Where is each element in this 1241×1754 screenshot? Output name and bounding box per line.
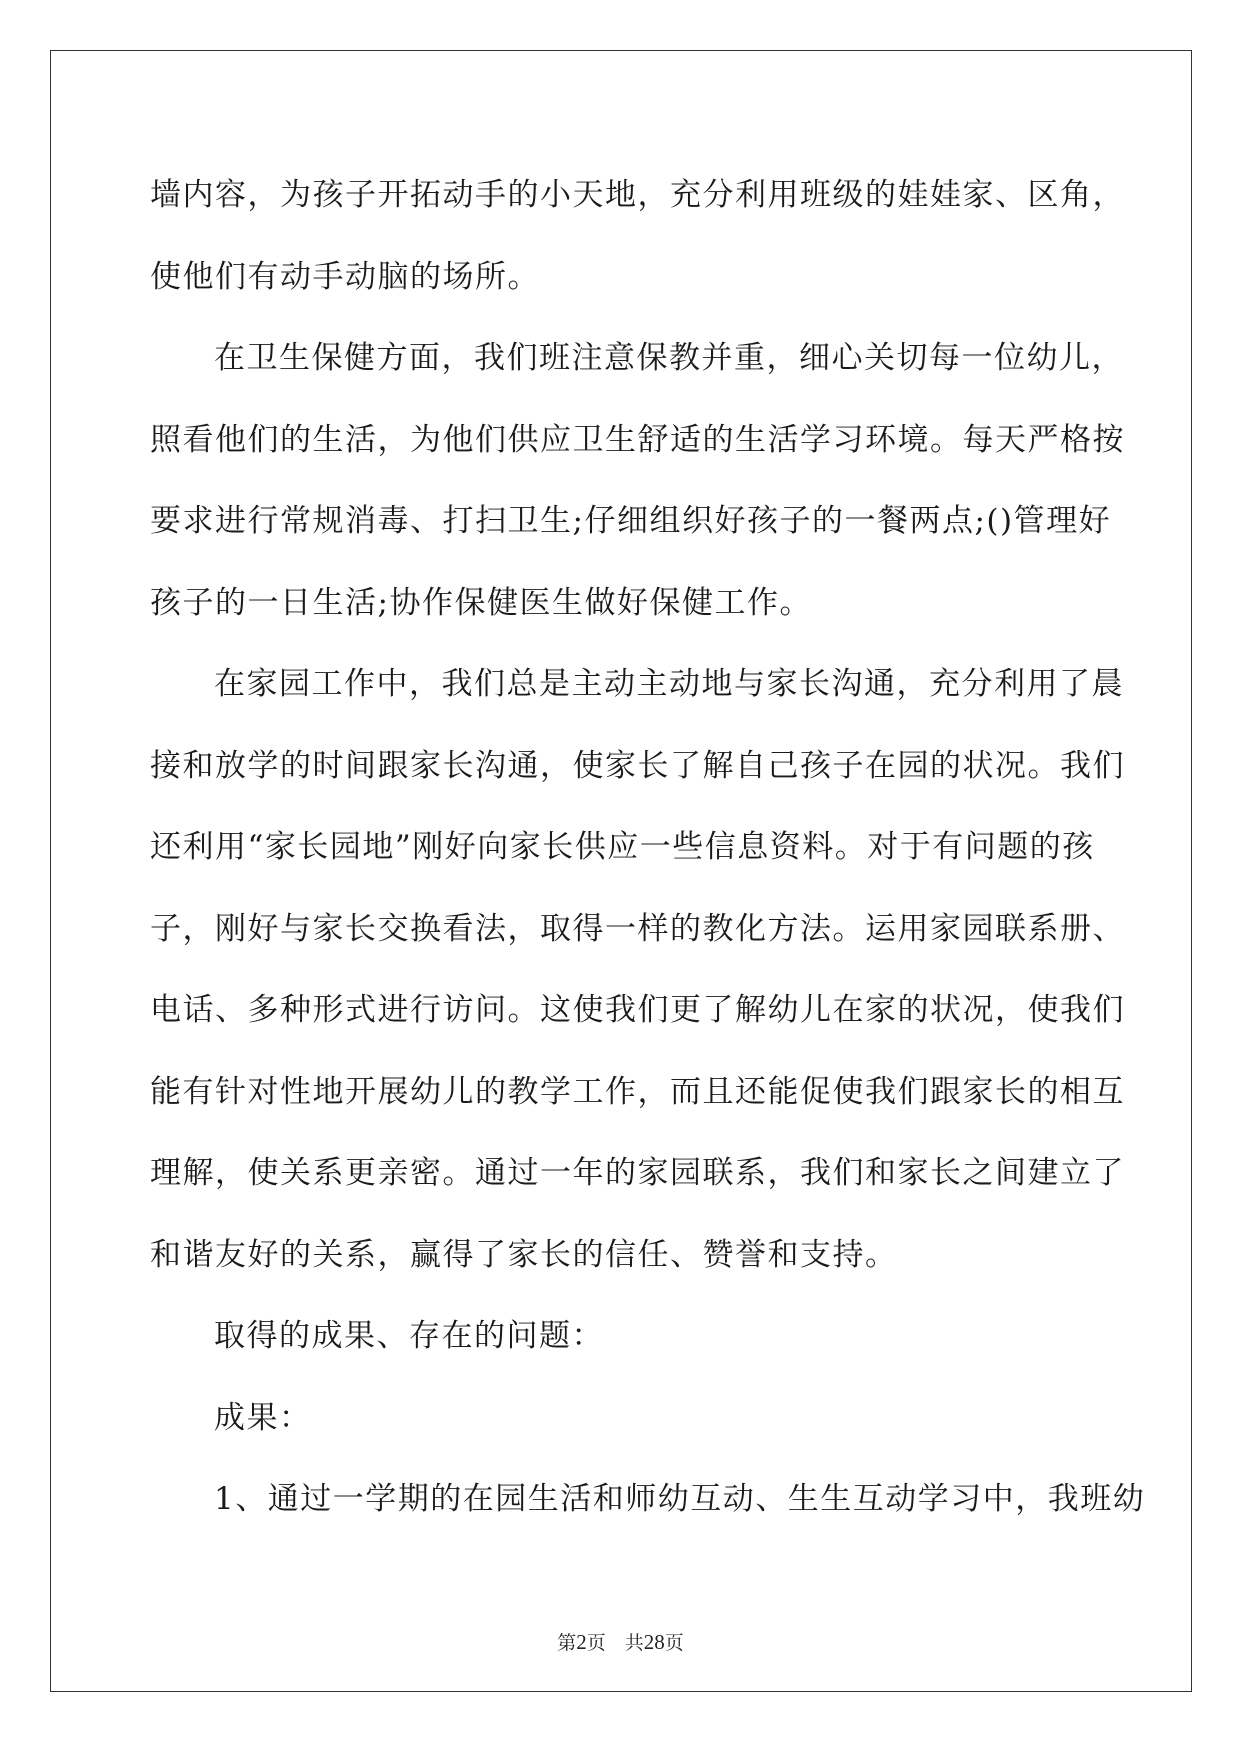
text-line: 和谐友好的关系，赢得了家长的信任、赞誉和支持。 [150, 1236, 898, 1273]
text-line: 理解，使关系更亲密。通过一年的家园联系，我们和家长之间建立了 [150, 1155, 1125, 1191]
footer-prefix: 第 [557, 1632, 577, 1654]
footer-page-number: 2 [576, 1630, 587, 1654]
page-footer [0, 1628, 1241, 1655]
text-line: 取得的成果、存在的问题： [214, 1318, 604, 1354]
footer-middle: 页 共 [586, 1632, 644, 1654]
text-line: 在家园工作中，我们总是主动主动地与家长沟通，充分利用了晨 [214, 666, 1124, 702]
text-line: 电话、多种形式进行访问。这使我们更了解幼儿在家的状况，使我们 [150, 992, 1125, 1028]
text-line: 要求进行常规消毒、打扫卫生;仔细组织好孩子的一餐两点;()管理好 [150, 503, 1112, 539]
text-line: 1、通过一学期的在园生活和师幼互动、生生互动学习中，我班幼 [214, 1481, 1146, 1517]
text-line: 接和放学的时间跟家长沟通，使家长了解自己孩子在园的状况。我们 [150, 747, 1125, 784]
text-line: 在卫生保健方面，我们班注意保教并重，细心关切每一位幼儿， [214, 340, 1124, 376]
footer-total-pages: 28 [643, 1630, 665, 1654]
text-line: 还利用“家长园地”刚好向家长供应一些信息资料。对于有问题的孩 [150, 829, 1095, 865]
text-line: 能有针对性地开展幼儿的教学工作，而且还能促使我们跟家长的相互 [150, 1073, 1125, 1110]
text-line: 子，刚好与家长交换看法，取得一样的教化方法。运用家园联系册、 [150, 910, 1125, 947]
text-line: 使他们有动手动脑的场所。 [150, 258, 540, 295]
document-body [150, 155, 1146, 1541]
text-line: 成果： [214, 1399, 312, 1436]
footer-suffix: 页 [664, 1632, 684, 1654]
text-line: 孩子的一日生活;协作保健医生做好保健工作。 [150, 584, 812, 621]
text-line: 墙内容，为孩子开拓动手的小天地，充分利用班级的娃娃家、区角， [150, 177, 1125, 213]
text-line: 照看他们的生活，为他们供应卫生舒适的生活学习环境。每天严格按 [150, 421, 1125, 458]
